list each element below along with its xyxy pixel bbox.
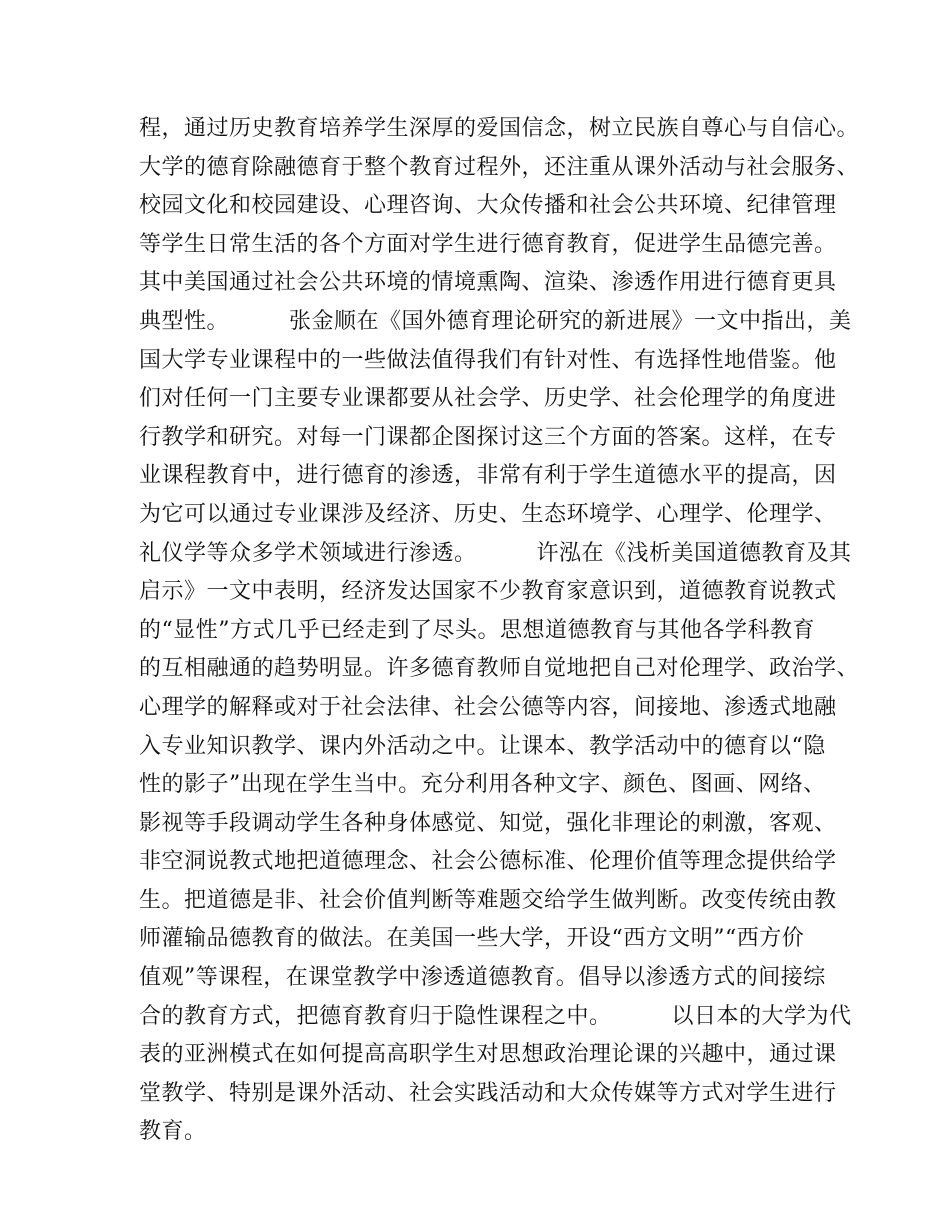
text-line: 业课程教育中，进行德育的渗透，非常有利于学生道德水平的提高，因 <box>139 463 837 489</box>
text-line: 合的教育方式，把德育教育归于隐性课程之中。 以日本的大学为代 <box>139 1003 852 1029</box>
text-line: 等学生日常生活的各个方面对学生进行德育教育，促进学生品德完善。 <box>139 231 837 257</box>
text-line: 国大学专业课程中的一些做法值得我们有针对性、有选择性地借鉴。他 <box>139 347 837 373</box>
text-line: 表的亚洲模式在如何提高高职学生对思想政治理论课的兴趣中，通过课 <box>139 1042 837 1068</box>
text-line: 堂教学、特别是课外活动、社会实践活动和大众传媒等方式对学生进行 <box>139 1080 837 1106</box>
text-line: 生。把道德是非、社会价值判断等难题交给学生做判断。改变传统由教 <box>139 887 837 913</box>
text-line: 行教学和研究。对每一门课都企图探讨这三个方面的答案。这样，在专 <box>139 424 837 450</box>
text-line: 为它可以通过专业课涉及经济、历史、生态环境学、心理学、伦理学、 <box>139 501 837 527</box>
text-line: 心理学的解释或对于社会法律、社会公德等内容，间接地、渗透式地融 <box>139 694 837 720</box>
text-line: 入专业知识教学、课内外活动之中。让课本、教学活动中的德育以“隐 <box>139 733 826 759</box>
text-line: 们对任何一门主要专业课都要从社会学、历史学、社会伦理学的角度进 <box>139 386 837 412</box>
text-line: 影视等手段调动学生各种身体感觉、知觉，强化非理论的刺激，客观、 <box>139 810 837 836</box>
text-line: 程，通过历史教育培养学生深厚的爱国信念，树立民族自尊心与自信心。 <box>139 116 860 141</box>
text-line: 值观”等课程，在课堂教学中渗透道德教育。倡导以渗透方式的间接综 <box>139 965 826 991</box>
text-line: 大学的德育除融德育于整个教育过程外，还注重从课外活动与社会服务、 <box>139 154 860 180</box>
text-line: 校园文化和校园建设、心理咨询、大众传播和社会公共环境、纪律管理 <box>139 193 837 219</box>
text-line: 教育。 <box>139 1119 207 1145</box>
text-line: 的互相融通的趋势明显。许多德育教师自觉地把自己对伦理学、政治学、 <box>139 656 860 682</box>
text-line: 启示》一文中表明，经济发达国家不少教育家意识到，道德教育说教式 <box>139 579 837 605</box>
text-line: 性的影子”出现在学生当中。充分利用各种文字、颜色、图画、网络、 <box>139 772 826 798</box>
text-line: 典型性。 张金顺在《国外德育理论研究的新进展》一文中指出，美 <box>139 308 852 334</box>
body-text <box>139 110 860 1152</box>
text-line: 礼仪学等众多学术领域进行渗透。 许泓在《浅析美国道德教育及其 <box>139 540 852 566</box>
text-line: 师灌输品德教育的做法。在美国一些大学，开设“西方文明”“西方价 <box>139 926 805 952</box>
text-line: 其中美国通过社会公共环境的情境熏陶、渲染、渗透作用进行德育更具 <box>139 270 837 296</box>
text-line: 的“显性”方式几乎已经走到了尽头。思想道德教育与其他各学科教育 <box>139 617 815 643</box>
text-line: 非空洞说教式地把道德理念、社会公德标准、伦理价值等理念提供给学 <box>139 849 837 875</box>
